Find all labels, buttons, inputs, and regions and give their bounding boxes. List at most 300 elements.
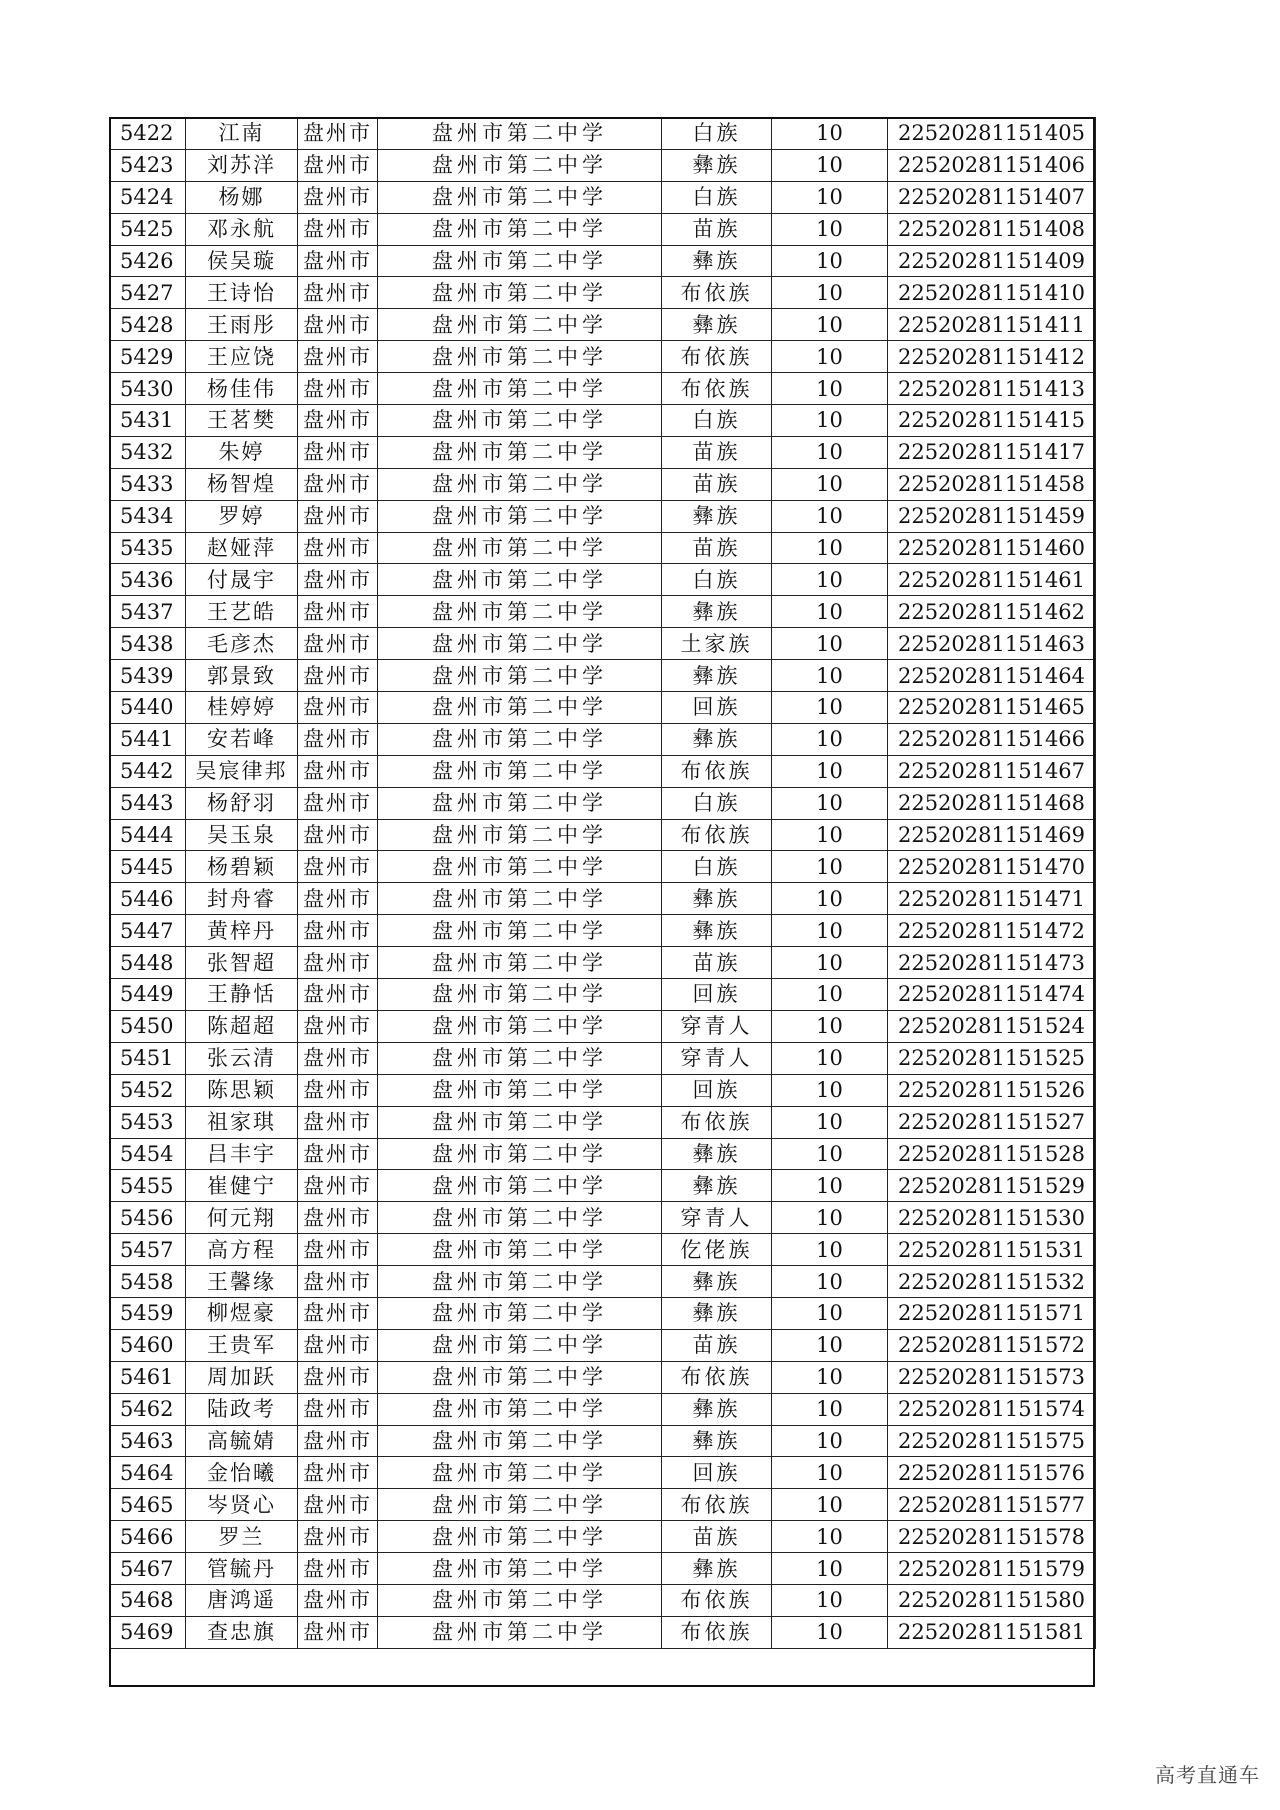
table-row: [110, 500, 1096, 532]
ethnicity-cell: 彝族: [662, 596, 772, 628]
seq-number-cell: 5443: [110, 787, 186, 819]
seq-number-cell: 5442: [110, 755, 186, 787]
grade-cell: 10: [772, 245, 888, 277]
table-row: [110, 1042, 1096, 1074]
table-row: [110, 1170, 1096, 1202]
table-row: [110, 1106, 1096, 1138]
ethnicity-cell: 彝族: [662, 309, 772, 341]
exam-id-cell: 22520281151405: [888, 118, 1096, 150]
school-cell: 盘州市第二中学: [378, 1393, 662, 1425]
exam-id-cell: 22520281151461: [888, 564, 1096, 596]
city-cell: 盘州市: [298, 915, 378, 947]
ethnicity-cell: 彝族: [662, 1425, 772, 1457]
school-cell: 盘州市第二中学: [378, 1106, 662, 1138]
city-cell: 盘州市: [298, 883, 378, 915]
student-name-cell: 陈思颖: [186, 1074, 298, 1106]
exam-id-cell: 22520281151524: [888, 1010, 1096, 1042]
table-row: [110, 1138, 1096, 1170]
grade-cell: 10: [772, 1553, 888, 1585]
seq-number-cell: 5464: [110, 1457, 186, 1489]
table-row: [110, 118, 1096, 150]
table-row: [110, 723, 1096, 755]
table-row: [110, 373, 1096, 405]
school-cell: 盘州市第二中学: [378, 1170, 662, 1202]
table-row: [110, 851, 1096, 883]
school-cell: 盘州市第二中学: [378, 787, 662, 819]
ethnicity-cell: 布依族: [662, 1361, 772, 1393]
table-row: [110, 979, 1096, 1011]
exam-id-cell: 22520281151410: [888, 277, 1096, 309]
student-name-cell: 岑贤心: [186, 1489, 298, 1521]
city-cell: 盘州市: [298, 660, 378, 692]
grade-cell: 10: [772, 181, 888, 213]
grade-cell: 10: [772, 723, 888, 755]
school-cell: 盘州市第二中学: [378, 149, 662, 181]
ethnicity-cell: 彝族: [662, 500, 772, 532]
seq-number-cell: 5440: [110, 692, 186, 724]
grade-cell: 10: [772, 373, 888, 405]
table-row: [110, 755, 1096, 787]
school-cell: 盘州市第二中学: [378, 1425, 662, 1457]
seq-number-cell: 5427: [110, 277, 186, 309]
table-row: [110, 341, 1096, 373]
table-row: [110, 405, 1096, 437]
student-name-cell: 高毓婧: [186, 1425, 298, 1457]
grade-cell: 10: [772, 1138, 888, 1170]
grade-cell: 10: [772, 1489, 888, 1521]
grade-cell: 10: [772, 1010, 888, 1042]
school-cell: 盘州市第二中学: [378, 277, 662, 309]
city-cell: 盘州市: [298, 723, 378, 755]
school-cell: 盘州市第二中学: [378, 851, 662, 883]
ethnicity-cell: 白族: [662, 564, 772, 596]
school-cell: 盘州市第二中学: [378, 118, 662, 150]
ethnicity-cell: 穿青人: [662, 1042, 772, 1074]
table-row: [110, 1521, 1096, 1553]
school-cell: 盘州市第二中学: [378, 1489, 662, 1521]
table-row: [110, 1584, 1096, 1616]
school-cell: 盘州市第二中学: [378, 500, 662, 532]
grade-cell: 10: [772, 436, 888, 468]
city-cell: 盘州市: [298, 1361, 378, 1393]
city-cell: 盘州市: [298, 373, 378, 405]
table-row: [110, 1202, 1096, 1234]
seq-number-cell: 5446: [110, 883, 186, 915]
student-name-cell: 王静恬: [186, 979, 298, 1011]
seq-number-cell: 5457: [110, 1234, 186, 1266]
student-name-cell: 罗兰: [186, 1521, 298, 1553]
city-cell: 盘州市: [298, 181, 378, 213]
city-cell: 盘州市: [298, 1521, 378, 1553]
student-name-cell: 桂婷婷: [186, 692, 298, 724]
ethnicity-cell: 仡佬族: [662, 1234, 772, 1266]
ethnicity-cell: 白族: [662, 405, 772, 437]
ethnicity-cell: 彝族: [662, 660, 772, 692]
student-name-cell: 吕丰宇: [186, 1138, 298, 1170]
student-name-cell: 江南: [186, 118, 298, 150]
grade-cell: 10: [772, 405, 888, 437]
ethnicity-cell: 穿青人: [662, 1010, 772, 1042]
grade-cell: 10: [772, 149, 888, 181]
exam-id-cell: 22520281151574: [888, 1393, 1096, 1425]
city-cell: 盘州市: [298, 468, 378, 500]
school-cell: 盘州市第二中学: [378, 245, 662, 277]
table-row: [110, 692, 1096, 724]
exam-id-cell: 22520281151472: [888, 915, 1096, 947]
ethnicity-cell: 彝族: [662, 245, 772, 277]
student-name-cell: 陈超超: [186, 1010, 298, 1042]
exam-id-cell: 22520281151573: [888, 1361, 1096, 1393]
table-row: [110, 1074, 1096, 1106]
table-row: [110, 1010, 1096, 1042]
exam-id-cell: 22520281151575: [888, 1425, 1096, 1457]
student-name-cell: 朱婷: [186, 436, 298, 468]
table-row: [110, 277, 1096, 309]
city-cell: 盘州市: [298, 979, 378, 1011]
seq-number-cell: 5438: [110, 628, 186, 660]
ethnicity-cell: 布依族: [662, 341, 772, 373]
city-cell: 盘州市: [298, 1616, 378, 1648]
table-row: [110, 1457, 1096, 1489]
city-cell: 盘州市: [298, 1297, 378, 1329]
exam-id-cell: 22520281151460: [888, 532, 1096, 564]
exam-id-cell: 22520281151417: [888, 436, 1096, 468]
student-name-cell: 管毓丹: [186, 1553, 298, 1585]
ethnicity-cell: 彝族: [662, 723, 772, 755]
city-cell: 盘州市: [298, 405, 378, 437]
grade-cell: 10: [772, 1074, 888, 1106]
city-cell: 盘州市: [298, 1170, 378, 1202]
grade-cell: 10: [772, 1202, 888, 1234]
table-row: [110, 468, 1096, 500]
school-cell: 盘州市第二中学: [378, 1202, 662, 1234]
school-cell: 盘州市第二中学: [378, 213, 662, 245]
student-name-cell: 祖家琪: [186, 1106, 298, 1138]
city-cell: 盘州市: [298, 277, 378, 309]
grade-cell: 10: [772, 500, 888, 532]
grade-cell: 10: [772, 692, 888, 724]
school-cell: 盘州市第二中学: [378, 692, 662, 724]
seq-number-cell: 5436: [110, 564, 186, 596]
ethnicity-cell: 彝族: [662, 1297, 772, 1329]
student-name-cell: 王茗樊: [186, 405, 298, 437]
school-cell: 盘州市第二中学: [378, 819, 662, 851]
table-row: [110, 947, 1096, 979]
table-row: [110, 1489, 1096, 1521]
ethnicity-cell: 布依族: [662, 373, 772, 405]
student-name-cell: 杨娜: [186, 181, 298, 213]
ethnicity-cell: 苗族: [662, 1329, 772, 1361]
grade-cell: 10: [772, 1170, 888, 1202]
exam-id-cell: 22520281151530: [888, 1202, 1096, 1234]
ethnicity-cell: 白族: [662, 851, 772, 883]
grade-cell: 10: [772, 787, 888, 819]
exam-id-cell: 22520281151577: [888, 1489, 1096, 1521]
exam-id-cell: 22520281151412: [888, 341, 1096, 373]
grade-cell: 10: [772, 947, 888, 979]
table-row: [110, 1393, 1096, 1425]
city-cell: 盘州市: [298, 819, 378, 851]
city-cell: 盘州市: [298, 245, 378, 277]
seq-number-cell: 5455: [110, 1170, 186, 1202]
seq-number-cell: 5435: [110, 532, 186, 564]
seq-number-cell: 5450: [110, 1010, 186, 1042]
seq-number-cell: 5425: [110, 213, 186, 245]
seq-number-cell: 5451: [110, 1042, 186, 1074]
school-cell: 盘州市第二中学: [378, 309, 662, 341]
city-cell: 盘州市: [298, 1138, 378, 1170]
seq-number-cell: 5456: [110, 1202, 186, 1234]
exam-id-cell: 22520281151411: [888, 309, 1096, 341]
grade-cell: 10: [772, 532, 888, 564]
school-cell: 盘州市第二中学: [378, 405, 662, 437]
student-name-cell: 柳煜豪: [186, 1297, 298, 1329]
student-name-cell: 赵娅萍: [186, 532, 298, 564]
exam-id-cell: 22520281151468: [888, 787, 1096, 819]
exam-id-cell: 22520281151526: [888, 1074, 1096, 1106]
ethnicity-cell: 彝族: [662, 1138, 772, 1170]
ethnicity-cell: 彝族: [662, 149, 772, 181]
seq-number-cell: 5454: [110, 1138, 186, 1170]
grade-cell: 10: [772, 118, 888, 150]
school-cell: 盘州市第二中学: [378, 1074, 662, 1106]
exam-id-cell: 22520281151465: [888, 692, 1096, 724]
student-name-cell: 吴玉泉: [186, 819, 298, 851]
school-cell: 盘州市第二中学: [378, 1457, 662, 1489]
school-cell: 盘州市第二中学: [378, 564, 662, 596]
exam-id-cell: 22520281151466: [888, 723, 1096, 755]
student-name-cell: 郭景致: [186, 660, 298, 692]
student-name-cell: 高方程: [186, 1234, 298, 1266]
school-cell: 盘州市第二中学: [378, 883, 662, 915]
seq-number-cell: 5447: [110, 915, 186, 947]
school-cell: 盘州市第二中学: [378, 436, 662, 468]
ethnicity-cell: 布依族: [662, 1584, 772, 1616]
table-row: [110, 149, 1096, 181]
school-cell: 盘州市第二中学: [378, 1297, 662, 1329]
exam-id-cell: 22520281151525: [888, 1042, 1096, 1074]
grade-cell: 10: [772, 979, 888, 1011]
city-cell: 盘州市: [298, 692, 378, 724]
roster-body: [110, 118, 1096, 1649]
exam-id-cell: 22520281151459: [888, 500, 1096, 532]
student-name-cell: 崔健宁: [186, 1170, 298, 1202]
grade-cell: 10: [772, 1297, 888, 1329]
student-name-cell: 刘苏洋: [186, 149, 298, 181]
city-cell: 盘州市: [298, 436, 378, 468]
exam-id-cell: 22520281151467: [888, 755, 1096, 787]
student-name-cell: 陆政考: [186, 1393, 298, 1425]
school-cell: 盘州市第二中学: [378, 532, 662, 564]
seq-number-cell: 5430: [110, 373, 186, 405]
school-cell: 盘州市第二中学: [378, 947, 662, 979]
table-row: [110, 819, 1096, 851]
city-cell: 盘州市: [298, 596, 378, 628]
student-name-cell: 杨智煌: [186, 468, 298, 500]
table-row: [110, 1266, 1096, 1298]
city-cell: 盘州市: [298, 118, 378, 150]
table-row: [110, 213, 1096, 245]
school-cell: 盘州市第二中学: [378, 1266, 662, 1298]
grade-cell: 10: [772, 883, 888, 915]
exam-id-cell: 22520281151474: [888, 979, 1096, 1011]
ethnicity-cell: 白族: [662, 181, 772, 213]
student-name-cell: 王艺皓: [186, 596, 298, 628]
ethnicity-cell: 彝族: [662, 1553, 772, 1585]
student-name-cell: 邓永航: [186, 213, 298, 245]
seq-number-cell: 5431: [110, 405, 186, 437]
table-row: [110, 1361, 1096, 1393]
table-row: [110, 915, 1096, 947]
student-name-cell: 张云清: [186, 1042, 298, 1074]
ethnicity-cell: 彝族: [662, 883, 772, 915]
ethnicity-cell: 回族: [662, 1074, 772, 1106]
seq-number-cell: 5463: [110, 1425, 186, 1457]
school-cell: 盘州市第二中学: [378, 596, 662, 628]
exam-id-cell: 22520281151463: [888, 628, 1096, 660]
ethnicity-cell: 回族: [662, 979, 772, 1011]
city-cell: 盘州市: [298, 341, 378, 373]
seq-number-cell: 5467: [110, 1553, 186, 1585]
student-name-cell: 金怡曦: [186, 1457, 298, 1489]
table-row: [110, 564, 1096, 596]
seq-number-cell: 5469: [110, 1616, 186, 1648]
seq-number-cell: 5459: [110, 1297, 186, 1329]
seq-number-cell: 5428: [110, 309, 186, 341]
ethnicity-cell: 彝族: [662, 915, 772, 947]
grade-cell: 10: [772, 1361, 888, 1393]
ethnicity-cell: 苗族: [662, 947, 772, 979]
school-cell: 盘州市第二中学: [378, 979, 662, 1011]
exam-id-cell: 22520281151579: [888, 1553, 1096, 1585]
exam-id-cell: 22520281151531: [888, 1234, 1096, 1266]
grade-cell: 10: [772, 309, 888, 341]
ethnicity-cell: 回族: [662, 1457, 772, 1489]
grade-cell: 10: [772, 915, 888, 947]
school-cell: 盘州市第二中学: [378, 1329, 662, 1361]
city-cell: 盘州市: [298, 1074, 378, 1106]
table-row: [110, 436, 1096, 468]
city-cell: 盘州市: [298, 1106, 378, 1138]
exam-id-cell: 22520281151581: [888, 1616, 1096, 1648]
exam-id-cell: 22520281151576: [888, 1457, 1096, 1489]
seq-number-cell: 5460: [110, 1329, 186, 1361]
ethnicity-cell: 苗族: [662, 436, 772, 468]
student-name-cell: 罗婷: [186, 500, 298, 532]
table-row: [110, 1329, 1096, 1361]
exam-id-cell: 22520281151473: [888, 947, 1096, 979]
grade-cell: 10: [772, 1393, 888, 1425]
city-cell: 盘州市: [298, 851, 378, 883]
city-cell: 盘州市: [298, 309, 378, 341]
ethnicity-cell: 土家族: [662, 628, 772, 660]
school-cell: 盘州市第二中学: [378, 1361, 662, 1393]
school-cell: 盘州市第二中学: [378, 373, 662, 405]
seq-number-cell: 5453: [110, 1106, 186, 1138]
ethnicity-cell: 苗族: [662, 1521, 772, 1553]
student-name-cell: 安若峰: [186, 723, 298, 755]
student-name-cell: 黄梓丹: [186, 915, 298, 947]
grade-cell: 10: [772, 468, 888, 500]
ethnicity-cell: 布依族: [662, 755, 772, 787]
seq-number-cell: 5465: [110, 1489, 186, 1521]
ethnicity-cell: 彝族: [662, 1170, 772, 1202]
city-cell: 盘州市: [298, 500, 378, 532]
seq-number-cell: 5433: [110, 468, 186, 500]
ethnicity-cell: 穿青人: [662, 1202, 772, 1234]
seq-number-cell: 5441: [110, 723, 186, 755]
exam-id-cell: 22520281151464: [888, 660, 1096, 692]
city-cell: 盘州市: [298, 1202, 378, 1234]
exam-id-cell: 22520281151527: [888, 1106, 1096, 1138]
grade-cell: 10: [772, 755, 888, 787]
exam-id-cell: 22520281151415: [888, 405, 1096, 437]
seq-number-cell: 5445: [110, 851, 186, 883]
student-name-cell: 王应饶: [186, 341, 298, 373]
table-row: [110, 660, 1096, 692]
school-cell: 盘州市第二中学: [378, 1138, 662, 1170]
seq-number-cell: 5439: [110, 660, 186, 692]
school-cell: 盘州市第二中学: [378, 181, 662, 213]
city-cell: 盘州市: [298, 1393, 378, 1425]
student-name-cell: 封舟睿: [186, 883, 298, 915]
city-cell: 盘州市: [298, 1425, 378, 1457]
exam-id-cell: 22520281151528: [888, 1138, 1096, 1170]
seq-number-cell: 5466: [110, 1521, 186, 1553]
table-row: [110, 1616, 1096, 1648]
school-cell: 盘州市第二中学: [378, 1010, 662, 1042]
city-cell: 盘州市: [298, 149, 378, 181]
city-cell: 盘州市: [298, 787, 378, 819]
ethnicity-cell: 彝族: [662, 1266, 772, 1298]
school-cell: 盘州市第二中学: [378, 723, 662, 755]
city-cell: 盘州市: [298, 1553, 378, 1585]
exam-id-cell: 22520281151413: [888, 373, 1096, 405]
school-cell: 盘州市第二中学: [378, 755, 662, 787]
table-row: [110, 309, 1096, 341]
table-row: [110, 1553, 1096, 1585]
school-cell: 盘州市第二中学: [378, 1042, 662, 1074]
ethnicity-cell: 布依族: [662, 1616, 772, 1648]
seq-number-cell: 5424: [110, 181, 186, 213]
ethnicity-cell: 布依族: [662, 1106, 772, 1138]
school-cell: 盘州市第二中学: [378, 468, 662, 500]
table-row: [110, 1234, 1096, 1266]
seq-number-cell: 5434: [110, 500, 186, 532]
exam-id-cell: 22520281151462: [888, 596, 1096, 628]
exam-id-cell: 22520281151571: [888, 1297, 1096, 1329]
exam-id-cell: 22520281151406: [888, 149, 1096, 181]
ethnicity-cell: 白族: [662, 118, 772, 150]
student-name-cell: 杨碧颖: [186, 851, 298, 883]
grade-cell: 10: [772, 1266, 888, 1298]
grade-cell: 10: [772, 1616, 888, 1648]
city-cell: 盘州市: [298, 628, 378, 660]
student-name-cell: 王诗怡: [186, 277, 298, 309]
exam-id-cell: 22520281151580: [888, 1584, 1096, 1616]
student-name-cell: 查忠旗: [186, 1616, 298, 1648]
exam-id-cell: 22520281151572: [888, 1329, 1096, 1361]
seq-number-cell: 5423: [110, 149, 186, 181]
grade-cell: 10: [772, 819, 888, 851]
ethnicity-cell: 回族: [662, 692, 772, 724]
grade-cell: 10: [772, 1521, 888, 1553]
student-name-cell: 王贵军: [186, 1329, 298, 1361]
exam-id-cell: 22520281151469: [888, 819, 1096, 851]
grade-cell: 10: [772, 1425, 888, 1457]
city-cell: 盘州市: [298, 213, 378, 245]
ethnicity-cell: 白族: [662, 787, 772, 819]
